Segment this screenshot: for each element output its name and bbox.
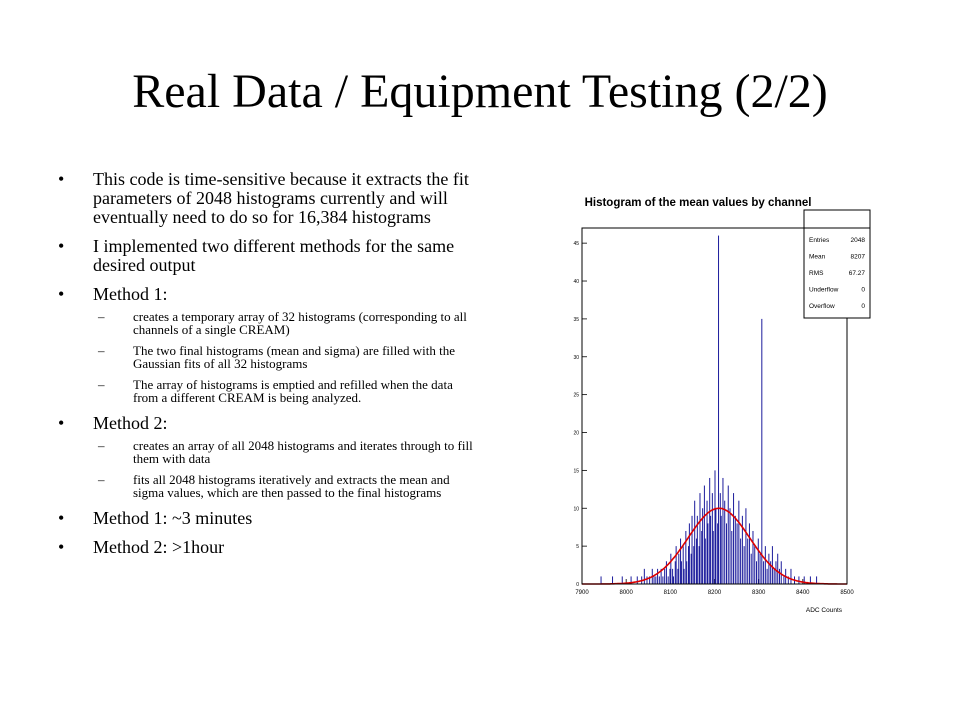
- histogram-bar: [779, 569, 780, 584]
- bullet-item: [58, 509, 478, 528]
- histogram-bar: [655, 576, 656, 584]
- histogram-bar: [680, 539, 681, 584]
- histogram-bar: [738, 501, 739, 584]
- sub-bullet-item: [93, 378, 478, 404]
- histogram-bar: [722, 478, 723, 584]
- histogram-bar: [733, 493, 734, 584]
- histogram-bar: [772, 546, 773, 584]
- histogram-bar: [685, 531, 686, 584]
- histogram-bar: [726, 523, 727, 584]
- histogram-bar: [735, 516, 736, 584]
- histogram-bar: [678, 554, 679, 584]
- histogram-bar: [686, 561, 687, 584]
- chart-title: Histogram of the mean values by channel: [584, 197, 812, 209]
- stats-label: Mean: [809, 253, 826, 261]
- histogram-bar: [664, 569, 665, 584]
- y-tick-label: 20: [573, 430, 579, 437]
- histogram-bar: [684, 569, 685, 584]
- histogram-bar: [751, 554, 752, 584]
- histogram-bar: [744, 546, 745, 584]
- histogram-bar: [668, 576, 669, 584]
- histogram-bar: [689, 523, 690, 584]
- sub-bullet-item: [93, 473, 478, 499]
- histogram-bar: [758, 539, 759, 584]
- histogram-bar: [749, 523, 750, 584]
- sub-bullet-marker: –: [98, 377, 105, 392]
- histogram-bar: [701, 531, 702, 584]
- histogram-bar: [692, 516, 693, 584]
- y-tick-label: 10: [573, 506, 579, 513]
- stats-label: RMS: [809, 270, 824, 277]
- histogram-bar: [707, 523, 708, 584]
- y-tick-label: 15: [573, 468, 579, 475]
- x-axis-label: ADC Counts: [805, 607, 842, 614]
- histogram-bar: [709, 478, 710, 584]
- sub-bullet-item: [93, 439, 478, 465]
- x-tick-label: 8100: [663, 590, 678, 596]
- stats-value: 8207: [850, 253, 865, 261]
- histogram-bar: [737, 523, 738, 584]
- x-tick-label: 7900: [575, 590, 589, 596]
- x-tick-label: 8200: [707, 590, 722, 596]
- y-tick-label: 45: [573, 241, 579, 248]
- histogram-bar: [688, 546, 689, 584]
- histogram-bar: [644, 569, 645, 584]
- histogram-bar: [768, 554, 769, 584]
- bullet-text: Method 2: >1hour: [93, 537, 225, 557]
- histogram-bar: [724, 501, 725, 584]
- histogram-bar: [775, 561, 776, 584]
- bullet-marker: •: [58, 537, 65, 557]
- y-tick-label: 0: [576, 582, 579, 588]
- histogram-bar: [710, 516, 711, 584]
- histogram-bar: [761, 319, 762, 584]
- histogram-bar: [691, 554, 692, 584]
- histogram-bar: [677, 569, 678, 584]
- bullet-text: Method 1:: [93, 284, 168, 304]
- bullet-marker: •: [58, 169, 65, 189]
- histogram-bar: [675, 561, 676, 584]
- bullet-text: Method 1: ~3 minutes: [93, 508, 253, 528]
- histogram-bar: [767, 569, 768, 584]
- histogram-bar: [790, 569, 791, 584]
- x-tick-label: 8300: [751, 590, 766, 596]
- stats-box: [804, 210, 870, 318]
- histogram-bar: [696, 539, 697, 584]
- stats-value: 0: [861, 286, 865, 294]
- stats-label: Entries: [809, 237, 830, 244]
- sub-bullet-text: The two final histograms (mean and sigma) are filled with the Gaussian fits of all 32 histograms: [133, 343, 456, 371]
- histogram-bar: [717, 523, 718, 584]
- histogram-bar: [760, 554, 761, 584]
- histogram-bar: [783, 576, 784, 584]
- sub-bullet-marker: –: [98, 309, 105, 324]
- histogram-bar: [713, 531, 714, 584]
- y-tick-label: 25: [573, 392, 579, 399]
- bullet-marker: •: [58, 508, 65, 528]
- histogram-bar: [747, 539, 748, 584]
- histogram-bar: [659, 576, 660, 584]
- histogram-bar: [781, 561, 782, 584]
- sub-bullet-text: The array of histograms is emptied and refilled when the data from a different CREAM is being analyzed.: [133, 377, 453, 405]
- bullet-text: Method 2:: [93, 413, 168, 433]
- histogram-bar: [601, 576, 602, 584]
- histogram-bar: [730, 508, 731, 584]
- sub-bullet-list: [93, 310, 478, 404]
- histogram-bar: [763, 561, 764, 584]
- histogram-bar: [728, 486, 729, 584]
- sub-bullet-list: [93, 439, 478, 499]
- histogram-bar: [745, 508, 746, 584]
- stats-label: Overflow: [809, 303, 835, 310]
- sub-bullet-marker: –: [98, 438, 105, 453]
- histogram-bar: [657, 569, 658, 584]
- bullet-item: [58, 170, 478, 227]
- bullet-item: [58, 285, 478, 404]
- bullet-item: [58, 237, 478, 275]
- histogram-bar: [673, 576, 674, 584]
- histogram-bar: [637, 576, 638, 584]
- histogram-chart: [570, 180, 885, 620]
- histogram-bar: [715, 470, 716, 584]
- histogram-bar: [715, 508, 716, 584]
- histogram-bar: [669, 569, 670, 584]
- sub-bullet-item: [93, 344, 478, 370]
- bullet-marker: •: [58, 284, 65, 304]
- histogram-bar: [670, 554, 671, 584]
- y-tick-label: 35: [573, 316, 579, 323]
- stats-value: 67.27: [848, 270, 865, 277]
- x-tick-label: 8000: [619, 590, 633, 596]
- bullet-marker: •: [58, 413, 65, 433]
- histogram-bar: [704, 486, 705, 584]
- histogram-bar: [754, 546, 755, 584]
- histogram-bar: [752, 531, 753, 584]
- histogram-bar: [662, 576, 663, 584]
- bullet-item: [58, 538, 478, 557]
- bullet-item: [58, 414, 478, 499]
- histogram-bar: [720, 493, 721, 584]
- histogram-bar: [777, 554, 778, 584]
- histogram-bar: [740, 539, 741, 584]
- histogram-bar: [699, 493, 700, 584]
- sub-bullet-text: creates an array of all 2048 histograms and iterates through to fill them with data: [133, 438, 473, 466]
- stats-value: 0: [861, 303, 865, 310]
- histogram-bar: [693, 546, 694, 584]
- x-tick-label: 8500: [840, 590, 854, 596]
- histogram-bar: [612, 576, 613, 584]
- x-tick-label: 8400: [796, 590, 810, 596]
- histogram-bar: [712, 493, 713, 584]
- histogram-bar: [774, 569, 775, 584]
- histogram-bar: [756, 561, 757, 584]
- histogram-bar: [681, 561, 682, 584]
- histogram-bar: [676, 546, 677, 584]
- histogram-bar: [765, 546, 766, 584]
- histogram-bar: [683, 546, 684, 584]
- sub-bullet-text: fits all 2048 histograms iteratively and extracts the mean and sigma values, which are then passed to the final histograms: [133, 472, 450, 500]
- histogram-bar: [654, 576, 655, 584]
- histogram-bar: [646, 576, 647, 584]
- y-tick-label: 40: [573, 279, 579, 286]
- histogram-bar: [731, 531, 732, 584]
- slide-title: Real Data / Equipment Testing (2/2): [132, 65, 828, 118]
- histogram-bar: [721, 516, 722, 584]
- sub-bullet-marker: –: [98, 472, 105, 487]
- bullet-marker: •: [58, 236, 65, 256]
- bullet-text: I implemented two different methods for the same desired output: [93, 236, 455, 275]
- histogram-bar: [672, 569, 673, 584]
- histogram-bar: [694, 501, 695, 584]
- histogram-bar: [718, 236, 719, 584]
- y-tick-label: 30: [573, 354, 579, 361]
- y-tick-label: 5: [576, 544, 579, 551]
- bullet-list: [58, 170, 478, 567]
- histogram-bar: [705, 539, 706, 584]
- sub-bullet-marker: –: [98, 343, 105, 358]
- histogram-bar: [699, 546, 700, 584]
- sub-bullet-item: [93, 310, 478, 336]
- sub-bullet-text: creates a temporary array of 32 histograms (corresponding to all channels of a single CREAM): [133, 309, 467, 337]
- histogram-bar: [798, 576, 799, 584]
- stats-label: Underflow: [809, 286, 839, 294]
- stats-value: 2048: [850, 237, 865, 244]
- bullet-text: This code is time-sensitive because it extracts the fit parameters of 2048 histograms currently and will eventually need to do so for 16,384 histograms: [93, 169, 469, 227]
